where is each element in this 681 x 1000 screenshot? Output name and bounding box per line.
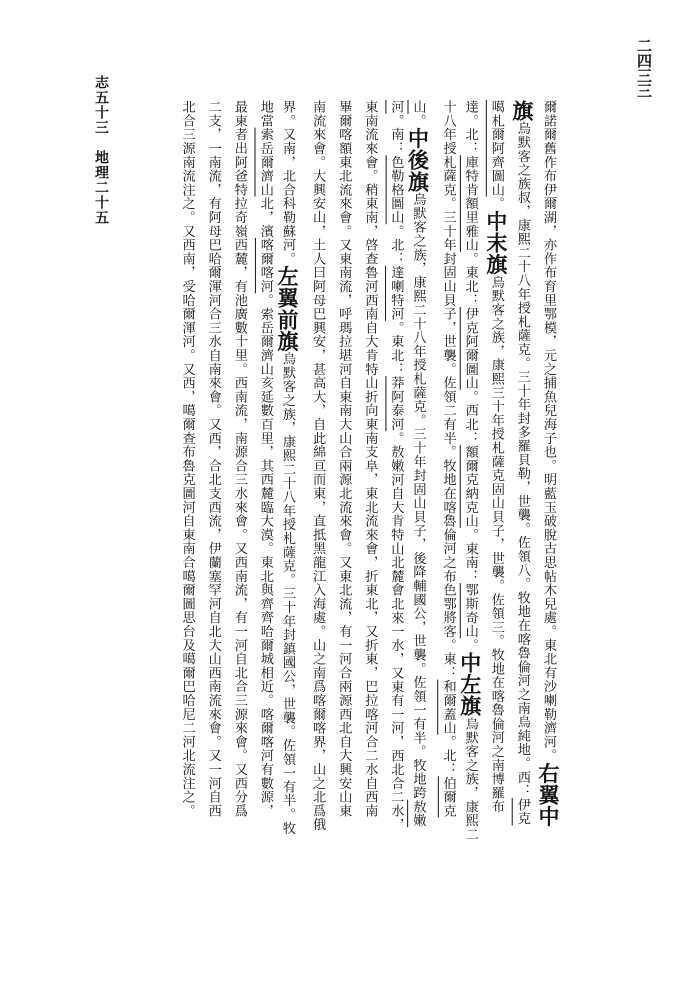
banner-heading: 左翼前旗	[275, 265, 300, 353]
text-run: 。北：	[388, 224, 404, 266]
text-run: 烏默客之族，康熙二十八年授札薩克。三十年封固山貝子，後降輔國公，世襲。佐領一有半。牧地跨	[410, 192, 426, 800]
text-run: 。	[488, 196, 504, 211]
place-name: 額爾克納克山	[462, 445, 478, 528]
banner-heading: 中後旗	[405, 127, 431, 193]
text-run: 烏默客之族，康熙二	[462, 716, 478, 842]
section-label: 志五十三	[93, 75, 109, 135]
text-column	[277, 100, 298, 835]
text-run: 北，濱	[257, 196, 273, 239]
place-name: 索岳爾濟山	[257, 127, 273, 197]
place-name: 喀爾喀河	[257, 238, 273, 294]
text-column	[233, 100, 246, 818]
text-column	[337, 100, 350, 818]
text-column	[405, 100, 431, 828]
text-column	[509, 100, 535, 826]
text-column	[180, 100, 193, 818]
place-name: 敖嫩	[410, 799, 426, 828]
text-run: 界。又南，北合科勒蘇河。	[280, 100, 295, 266]
text-column	[441, 100, 454, 818]
place-name: 伊克阿爾圖山	[462, 307, 478, 390]
text-run: 。索岳爾濟山亥延數百里，其西麓臨大漠。東北與齊齊哈爾城相近。喀爾喀河有數源，	[257, 293, 273, 818]
place-name: 和爾蓋山	[440, 679, 456, 735]
text-run: 。	[410, 113, 426, 128]
text-run: 爾諾爾舊作布伊爾湖，亦作布育里鄂模，元之捕魚兒海子也。明藍玉破脫古思帖木兒處。東北有沙喇勒濟河。	[541, 100, 556, 763]
place-name: 色勒格圖山	[388, 155, 404, 225]
text-column	[457, 100, 483, 842]
place-name: 山	[410, 100, 426, 114]
text-run: 。西北：	[462, 389, 478, 446]
text-run: 烏默客之族，康熙二十八年授札薩克。三十年封鎮國公，世襲。佐領一有半。牧	[280, 352, 295, 836]
place-name: 伊克	[514, 797, 530, 826]
text-run: 二支，一南流，有阿母巴哈爾渾河合三水自南來會。又西，合北支西流，伊蘭塞罕河自北大山西南流來會。又一河自西	[205, 100, 221, 818]
place-name: 達喇特河	[388, 265, 404, 321]
text-column	[259, 100, 272, 818]
text-column	[538, 100, 559, 827]
text-run: 東南流來會。稍東南，啓查魯河西南自大肯特山折向東南支阜，東北流來會，折東北，又折東，巴拉喀河合二水自西南	[362, 100, 378, 818]
banner-heading: 中左旗	[457, 652, 483, 717]
text-run: 達。北：	[462, 100, 478, 156]
text-run: 烏默客之族叔，康熙二十八年授札薩克。三十年封多羅貝勒，世襲。佐領八。牧地在喀魯倫河之南烏純地。西：	[514, 121, 530, 798]
page-number: 二四三三	[635, 38, 653, 98]
text-column	[363, 100, 376, 818]
place-name: 莽阿泰河	[388, 376, 404, 432]
text-column	[207, 100, 220, 818]
text-run: 最東者出阿爸特拉奇嶺西麓，有池廣數十里。西南流，南源合三水來會。又西南流，有一河自北合三源來會。又西分爲	[231, 100, 247, 818]
text-run: 。東北：	[388, 320, 404, 377]
text-run: 。敖嫩河自大肯特山北麓會北來一水，又東有一河，西北合二水，	[388, 431, 404, 832]
text-run: 。北：	[440, 734, 456, 777]
place-name: 河	[388, 100, 404, 114]
text-run: 南流來會。大興安山，土人曰阿母巴興安，甚高大，自此綿亘而東，直抵黑龍江入海處。山之南爲喀爾喀界，山之北爲俄	[310, 100, 326, 832]
text-column	[483, 100, 509, 814]
text-run: 。東北：	[462, 251, 478, 308]
text-run: 北合三源南流注之。又西南，受哈爾渾河。又西，噶爾查布魯克圖河自東南合噶爾圖思台及噶爾巴哈尼二河北流注之。	[179, 100, 195, 818]
text-run: 十八年授札薩克。三十年封固山貝子，世襲。佐領二有半。牧地在喀魯倫河之布色鄂將客。東：	[440, 100, 456, 680]
place-name: 庫特肯額里雅山	[462, 155, 478, 252]
text-run: 。	[462, 638, 478, 653]
banner-heading: 中末旗	[483, 210, 509, 276]
place-name: 噶札爾阿齊圖山	[488, 100, 504, 197]
banner-heading: 旗	[509, 100, 535, 122]
text-run: 地當	[257, 100, 273, 128]
text-run: 。東南：	[462, 527, 478, 584]
text-column	[389, 100, 402, 831]
text-run: 畢爾喀額東北流來會。又東南流，呼瑪拉堪河自東南大山合兩源北流來會。又東北流，有一河合兩源西北自大興安山東	[336, 100, 352, 818]
banner-heading: 右翼中	[536, 762, 561, 828]
text-run: 。南：	[388, 113, 404, 156]
text-run: 烏默客之族，康熙三十年授札薩克固山貝子，世襲。佐領三。牧地在喀魯倫河之南博羅布	[488, 275, 504, 814]
chapter-label: 地理二十五	[93, 150, 109, 225]
place-name: 鄂斯奇山	[462, 583, 478, 639]
place-name: 伯爾克	[440, 776, 456, 818]
text-column	[311, 100, 324, 831]
